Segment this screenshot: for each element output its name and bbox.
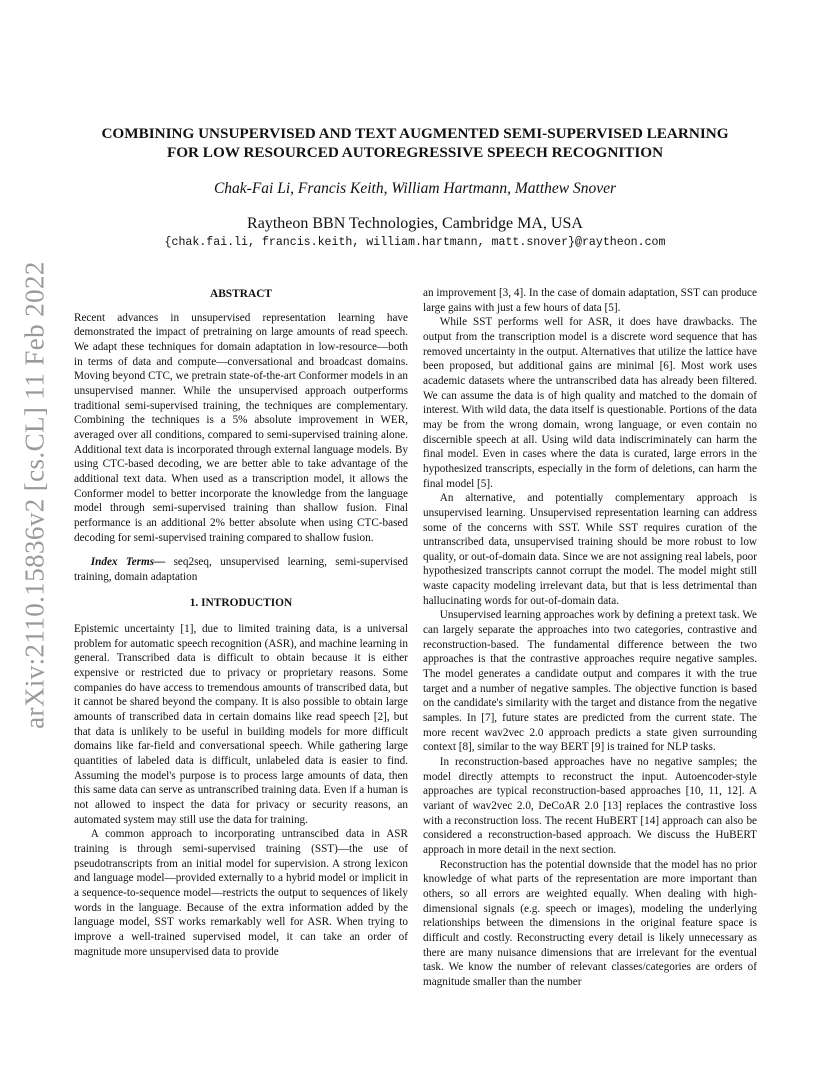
right-paragraph-5: In reconstruction-based approaches have no negative samples; the model directly attempts to reconstruct the input. Autoencoder-style approaches are typical reconstruction-based approaches [10, 11, 12]. A variant of wav2vec 2.0, DeCoAR 2.0 [13] replaces the contrastive loss with a reconstruction loss. The recent HuBERT [14] approach can also be considered a reconstruction-based approach. We discuss the HuBERT approach in more detail in the next section. xyxy=(423,756,757,856)
author-list: Chak-Fai Li, Francis Keith, William Hartmann, Matthew Snover xyxy=(213,180,617,197)
index-terms-text: seq2seq, unsupervised learning, semi-supervised training, domain adaptation xyxy=(74,556,408,583)
right-paragraph-4: Unsupervised learning approaches work by defining a pretext task. We can largely separate the approaches into two categories, contrastive and reconstruction-based. The fundamental difference between the two approaches is that the contrastive approaches require negative samples. The model generates a candidate output and compares it with the true target and a number of negative samples. The objective function is based on the candidate's similarity with the target and distance from the negative samples. In [7], future states are predicted from the current state. The more recent wav2vec 2.0 approach predicts a state given surrounding context [8], similar to the way BERT [9] is trained for NLP tasks. xyxy=(423,609,757,754)
abstract-heading: ABSTRACT xyxy=(209,288,273,300)
title-line-1: COMBINING UNSUPERVISED AND TEXT AUGMENTED SEMI-SUPERVISED LEARNING xyxy=(101,125,729,142)
paper-title xyxy=(70,124,760,162)
abstract-text: Recent advances in unsupervised representation learning have demonstrated the impact of pretraining on large amounts of read speech. We adapt these techniques for domain adaptation in low-resource—both in terms of data and compute—conversational and broadcast domains. Moving beyond CTC, we pretrain state-of-the-art Conformer models in an unsupervised manner. While the unsupervised approach outperforms traditional semi-supervised training, the techniques are complementary. Combining the techniques is a 5% absolute improvement in WER, averaged over all conditions, compared to semi-supervised training alone. Additional text data is incorporated through external language models. By using CTC-based decoding, we are better able to take advantage of the additional text data. When used as a transcription model, it allows the Conformer model to better incorporate the knowledge from the language model through semi-supervised training than shallow fusion. Final performance is an additional 2% better absolute when using CTC-based decoding for semi-supervised training compared to shallow fusion. xyxy=(74,311,408,544)
author-emails: {chak.fai.li, francis.keith, william.hartmann, matt.snover}@raytheon.com xyxy=(164,236,666,249)
arxiv-id-text: arXiv:2110.15836v2 [cs.CL] 11 Feb 2022 xyxy=(19,261,50,729)
intro-paragraph-2: A common approach to incorporating untranscibed data in ASR training is through semi-supervised training (SST)—the use of pseudotranscripts from an initial model for supervision. A strong lexicon and language model—provided externally to a hybrid model or implicit in a sequence-to-sequence model—restricts the output to sequences of likely words in the language. Because of the extra information added by the language model, SST works remarkably well for ASR. When trying to improve a well-trained supervised model, it can take an order of magnitude more unsupervised data to provide xyxy=(74,828,408,958)
introduction-heading: 1. INTRODUCTION xyxy=(189,597,293,610)
right-paragraph-2: While SST performs well for ASR, it does have drawbacks. The output from the transcription model is a discrete word sequence that has removed uncertainty in the output. Alternatives that utilize the lattice have been proposed, but additional gains are minimal [6]. Most work uses academic datasets where the untranscribed data has already been filtered. We can assume the data is of high quality and matched to the domain of interest. With wild data, the data itself is questionable. Portions of the data may be from the wrong domain, wrong language, or even contain no discernible speech at all. Using wild data indiscriminately can harm the final model. Even in cases where the data is curated, large errors in the hypothesized transcripts, especially in the form of deletions, can harm the final model [5]. xyxy=(423,316,757,490)
index-terms-label: Index Terms— xyxy=(90,556,166,569)
intro-paragraph-1: Epistemic uncertainty [1], due to limited training data, is a universal problem for automatic speech recognition (ASR), and machine learning in general. Transcribed data is difficult to obtain because it is either expensive or restricted due to privacy or proprietary reasons. Some companies do have access to tremendous amounts of transcribed data, but it cannot be shared beyond the company. It is also possible to obtain large amounts of transcribed data in certain domains like read speech [2], but that data is unlikely to be useful in building models for more difficult domains like far-field and conversational speech. While gathering large quantities of labeled data is difficult, unlabeled data is easier to find. Assuming the model's purpose is to process large amounts of data, then this same data can serve as untranscribed training data. Even if a human is not allowed to inspect the data for privacy or security reasons, an automated system may still use the data for training. xyxy=(74,623,408,826)
right-paragraph-6: Reconstruction has the potential downside that the model has no prior knowledge of what parts of the representation are more important than others, so all errors are weighted equally. When dealing with high-dimensional signals (e.g. speech or images), modeling the underlying relationships between the dimensions in the original feature space is difficult and costly. Reconstructing every detail is likely unnecessary as there are many nuisance dimensions that are irrelevant for the eventual task. We know the number of relevant classes/categories are orders of magnitude smaller than the number xyxy=(423,858,757,988)
affiliation: Raytheon BBN Technologies, Cambridge MA, USA xyxy=(247,215,583,232)
arxiv-sidebar-identifier xyxy=(18,255,52,735)
right-paragraph-3: An alternative, and potentially complementary approach is unsupervised learning. Unsupervised representation learning can address some of the concerns with SST. While SST requires curation of the untranscribed data, unsupervised training should be more robust to low quality, or out-of-domain data. Since we are not assigning real labels, poor hypothesized transcripts cannot corrupt the model. The model might still waste capacity modeling irrelevant data, but that is less detrimental than hallucinating words for out-of-domain data. xyxy=(423,492,757,607)
right-paragraph-1: an improvement [3, 4]. In the case of domain adaptation, SST can produce large gains with just a few hours of data [5]. xyxy=(423,287,757,314)
left-column xyxy=(74,286,408,959)
right-column xyxy=(423,286,757,990)
title-line-2: FOR LOW RESOURCED AUTOREGRESSIVE SPEECH RECOGNITION xyxy=(166,144,664,161)
index-terms xyxy=(74,555,408,584)
